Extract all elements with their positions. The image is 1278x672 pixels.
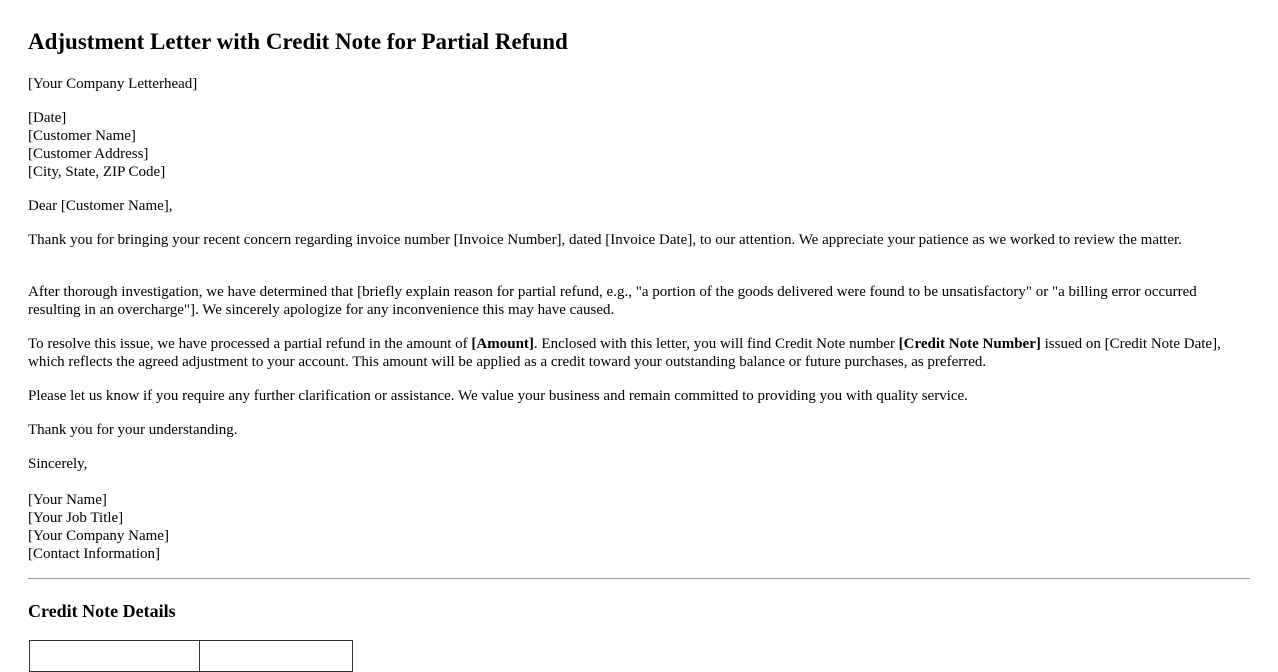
paragraph-2 bbox=[28, 283, 1228, 319]
signature-company: [Your Company Name] bbox=[28, 528, 169, 544]
closing: Sincerely, bbox=[28, 456, 88, 472]
paragraph-3-part3: issued on [Credit Note Date], which reflects the agreed adjustment to your account. This amount will be applied as a credit toward your outstanding balance or future purchases, as preferred. bbox=[28, 336, 1221, 370]
section-divider bbox=[28, 578, 1250, 579]
closing-block bbox=[28, 455, 1228, 473]
salutation-block bbox=[28, 197, 1228, 215]
paragraph-3-text bbox=[28, 335, 1228, 371]
paragraph-2-text: After thorough investigation, we have determined that [briefly explain reason for partial refund, e.g., "a portion of the goods delivered were found to be unsatisfactory" or "a billing error occurred resulting in an overcharge"]. We sincerely apologize for any inconvenience this may have caused. bbox=[28, 284, 1197, 318]
credit-note-table bbox=[29, 640, 353, 672]
recipient-block bbox=[28, 109, 1228, 181]
signature-job-title: [Your Job Title] bbox=[28, 510, 124, 526]
letterhead-block bbox=[28, 75, 1228, 93]
date-line: [Date] bbox=[28, 110, 67, 126]
table-cell bbox=[200, 641, 353, 672]
signature-name: [Your Name] bbox=[28, 492, 107, 508]
paragraph-5-text: Thank you for your understanding. bbox=[28, 422, 238, 438]
paragraph-3-part2: . Enclosed with this letter, you will find Credit Note number bbox=[533, 336, 899, 352]
credit-note-number: [Credit Note Number] bbox=[898, 336, 1041, 352]
city-state-zip-line: [City, State, ZIP Code] bbox=[28, 164, 166, 180]
paragraph-4 bbox=[28, 387, 1228, 405]
paragraph-1 bbox=[28, 231, 1228, 249]
refund-amount: [Amount] bbox=[471, 336, 534, 352]
signature-contact: [Contact Information] bbox=[28, 546, 161, 562]
table-cell bbox=[30, 641, 200, 672]
paragraph-3 bbox=[28, 335, 1228, 371]
page-title: Adjustment Letter with Credit Note for Partial Refund bbox=[28, 29, 568, 54]
letterhead-text: [Your Company Letterhead] bbox=[28, 76, 198, 92]
paragraph-3-part1: To resolve this issue, we have processed a partial refund in the amount of bbox=[28, 336, 472, 352]
paragraph-4-text: Please let us know if you require any further clarification or assistance. We value your business and remain committed to providing you with quality service. bbox=[28, 388, 968, 404]
paragraph-1-text: Thank you for bringing your recent concern regarding invoice number [Invoice Number], dated [Invoice Date], to our attention. We appreciate your patience as we worked to review the matter. bbox=[28, 232, 1182, 248]
table-row bbox=[30, 641, 353, 672]
customer-address-line: [Customer Address] bbox=[28, 146, 149, 162]
credit-note-section-title: Credit Note Details bbox=[28, 601, 176, 621]
salutation: Dear [Customer Name], bbox=[28, 198, 173, 214]
signature-block bbox=[28, 491, 1228, 563]
customer-name-line: [Customer Name] bbox=[28, 128, 136, 144]
paragraph-5 bbox=[28, 421, 1228, 439]
